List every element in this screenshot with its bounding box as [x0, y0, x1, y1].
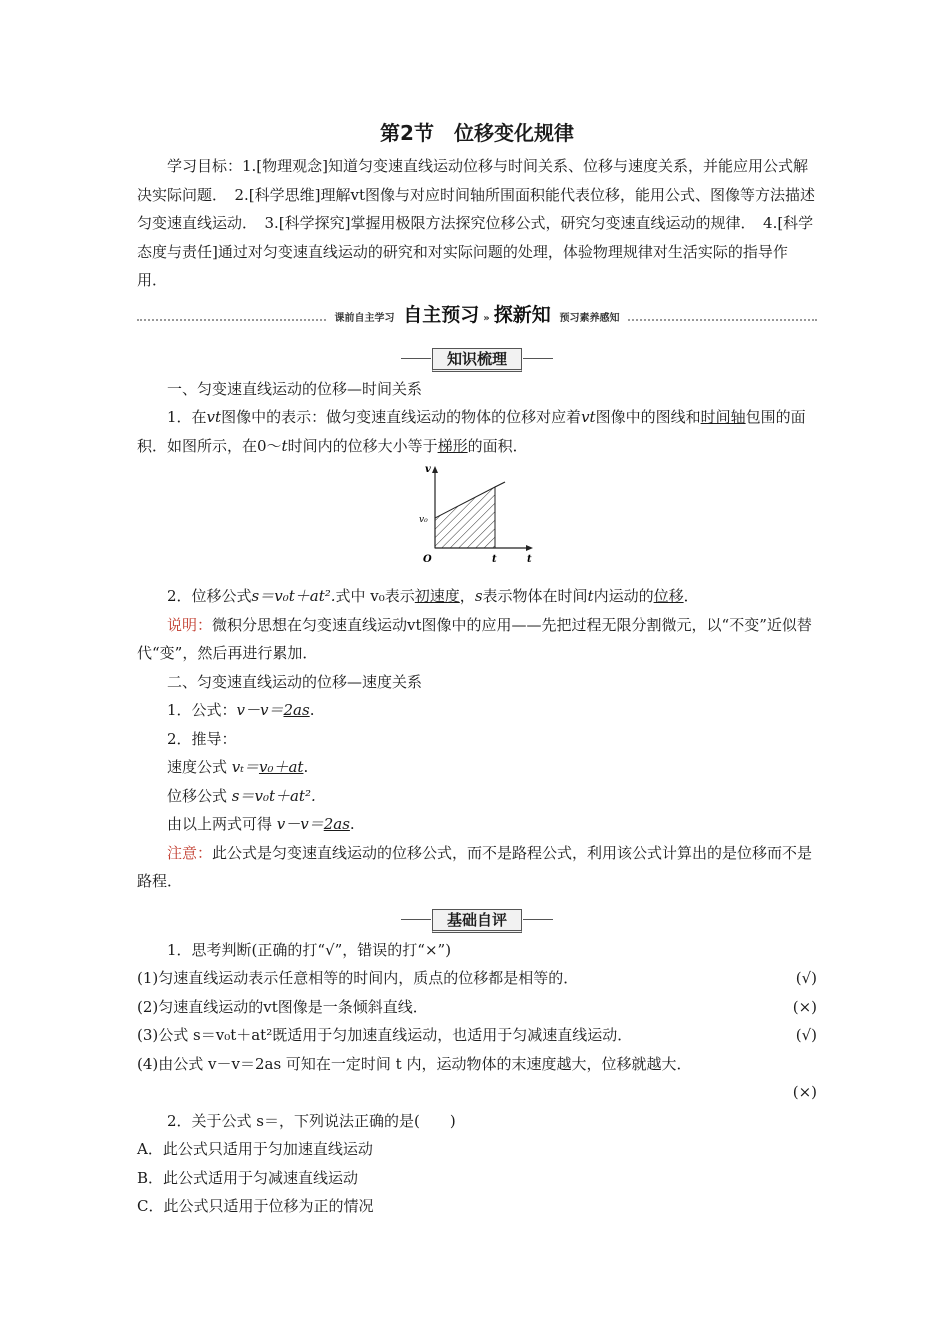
formula-2: 2．推导：	[167, 729, 237, 748]
trapezoid-area	[435, 487, 495, 548]
v-axis-arrow-icon	[432, 466, 438, 473]
para-1: 1．在vt图像中的表示：做匀变速直线运动的物体的位移对应着vt图像中的图线和时间轴包围的面积．如图所示，在0～t时间内的位移大小等于梯形的面积．	[137, 408, 806, 455]
banner-main2: 探新知	[493, 303, 551, 326]
note-label: 说明：	[167, 615, 213, 634]
judge-item-3: (3)公式 s＝v₀t＋at²既适用于匀加速直线运动，也适用于匀减速直线运动． (√)	[137, 1026, 817, 1044]
formula-3: 速度公式 vₜ＝v₀＋at.	[167, 758, 309, 776]
para-2: 2．位移公式s＝v₀t＋at².式中 v₀表示初速度，s表示物体在时间t内运动的位移．	[167, 587, 699, 605]
knowledge-badge: 知识梳理	[137, 345, 817, 371]
option-a: A．此公式只适用于匀加速直线运动	[137, 1140, 373, 1158]
banner-left: 课前自主学习	[334, 312, 395, 324]
banner-main: 自主预习	[403, 303, 480, 326]
warning-paragraph: 注意：此公式是匀变速直线运动的位移公式，而不是路程公式，利用该公式计算出的是位移而不是路程．	[137, 843, 813, 890]
judge-item-4: (4)由公式 v－v＝2as 可知在一定时间 t 内，运动物体的末速度越大，位移就越大．	[137, 1054, 692, 1073]
vt-graph-figure	[137, 462, 817, 582]
page	[137, 118, 817, 1221]
heading-1: 一、匀变速直线运动的位移—时间关系	[167, 379, 423, 398]
banner-text	[326, 301, 627, 334]
option-c: C．此公式只适用于位移为正的情况	[137, 1197, 374, 1215]
origin-label: O	[423, 554, 432, 565]
t-axis-arrow-icon	[526, 545, 533, 551]
v-label: v	[425, 464, 431, 475]
question-1: 1．思考判断(正确的打“√”，错误的打“×”)	[167, 940, 452, 959]
formula-1: 1．公式：v－v＝2as.	[167, 701, 315, 719]
judge-item-1: (1)匀速直线运动表示任意相等的时间内，质点的位移都是相等的． (√)	[137, 969, 817, 987]
banner-arrow-icon: »	[483, 312, 490, 324]
option-b: B．此公式适用于匀减速直线运动	[137, 1168, 359, 1187]
formula-5: 由以上两式可得 v－v＝2as.	[167, 815, 355, 833]
heading-2: 二、匀变速直线运动的位移—速度关系	[167, 672, 423, 691]
question-2: 2．关于公式 s＝，下列说法正确的是( )	[167, 1111, 456, 1130]
judge-item-4-mark: (×)	[792, 1083, 817, 1101]
vt-line-extension	[495, 482, 505, 487]
section-banner	[137, 301, 817, 331]
t-axis-label: t	[527, 554, 532, 565]
t-mark-label: t	[492, 554, 497, 565]
self-eval-badge: 基础自评	[137, 906, 817, 932]
judge-item-2: (2)匀速直线运动的vt图像是一条倾斜直线． (×)	[137, 997, 817, 1016]
vt-graph	[417, 462, 537, 577]
page-title: 第2节 位移变化规律	[380, 121, 574, 145]
v0-label: v₀	[419, 515, 428, 525]
warning-label: 注意：	[167, 843, 213, 862]
banner-right: 预习素养感知	[559, 312, 620, 324]
formula-4: 位移公式 s＝v₀t＋at².	[167, 786, 316, 805]
note-paragraph: 说明：微积分思想在匀变速直线运动vt图像中的应用——先把过程无限分割微元，以“不变”近似替代“变”，然后再进行累加．	[137, 615, 812, 662]
learning-objectives: 学习目标：1.[物理观念]知道匀变速直线运动位移与时间关系、位移与速度关系，并能应用公式解决实际问题． 2.[科学思维]理解vt图像与对应时间轴所围面积能代表位移，能用公式、图像等方法描述匀变速直线运动． 3.[科学探究]掌握用极限方法探究位移公式，研究匀变速直线运动的规律． 4.[科学态度与责任]通过对匀变速直线运动的研究和对实际问题的处理，体验物理规律对生活实际的指导作用．	[137, 157, 816, 289]
